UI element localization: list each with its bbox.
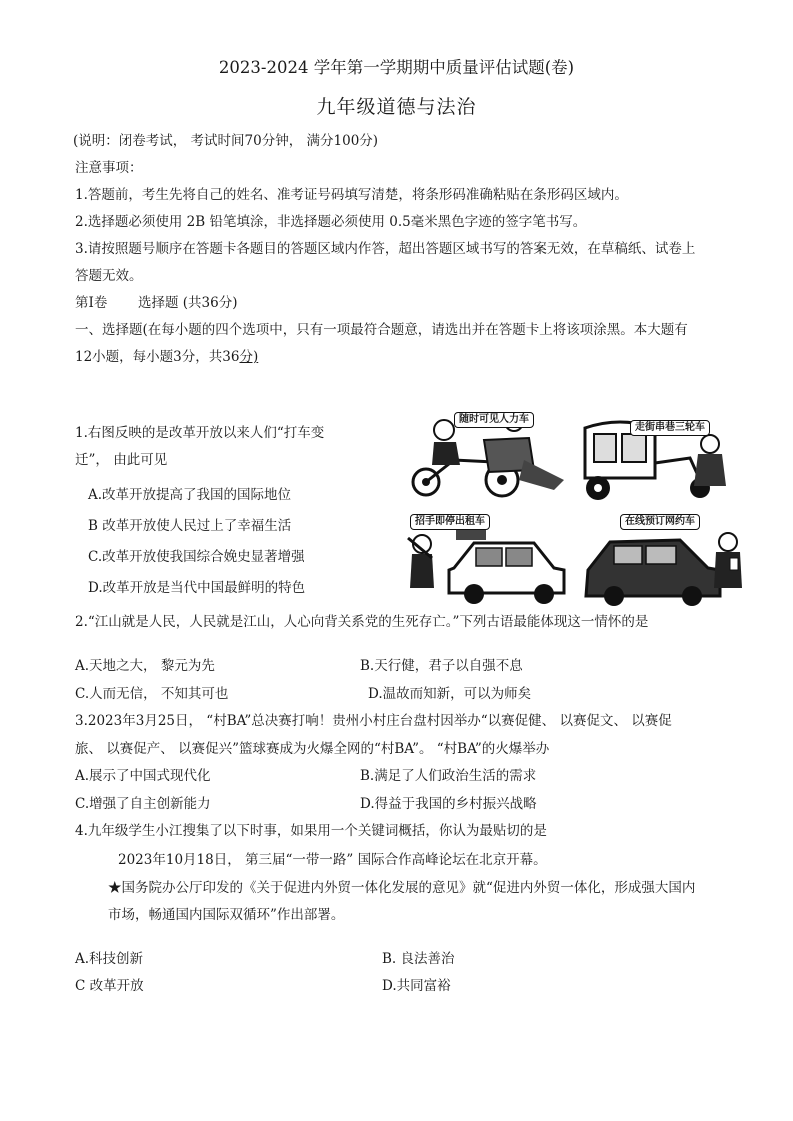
cartoon-panel-ride-hailing xyxy=(580,508,744,606)
cartoon-panel-taxi xyxy=(404,508,568,606)
question-1-option-c: C.改革开放使我国综合娩史显著增强 xyxy=(88,549,305,565)
notice-item: 2.选择题必须使用 2B 铅笔填涂，非选择题必须使用 0.5毫米黑色字迹的签字笔书写。 xyxy=(75,214,587,230)
exam-subject: 九年级道德与法治 xyxy=(316,96,477,118)
question-3-option-c: C.增强了自主创新能力 xyxy=(75,796,211,812)
exam-title: 2023-2024 学年第一学期期中质量评估试题(卷) xyxy=(218,58,575,77)
cartoon-panel-rickshaw xyxy=(404,400,568,498)
cartoon-caption: 走街串巷三轮车 xyxy=(630,420,710,436)
cartoon-caption: 在线预订网约车 xyxy=(620,514,700,530)
question-4-material: 市场，畅通国内国际双循环”作出部署。 xyxy=(108,907,345,923)
question-4-option-c: C 改革开放 xyxy=(75,978,144,994)
question-4-option-a: A.科技创新 xyxy=(75,951,144,967)
question-2-option-d: D.温故而知新，可以为师矣 xyxy=(368,686,532,702)
question-4-option-d: D.共同富裕 xyxy=(382,978,451,994)
question-3-stem: 3.2023年3月25日， “村BA”总决赛打响！贵州小村庄台盘村因举办“以赛促健、 以赛促文、 以赛促 xyxy=(75,713,672,729)
question-1-option-d: D.改革开放是当代中国最鲜明的特色 xyxy=(88,580,306,596)
part-label: 第Ⅰ卷 xyxy=(75,295,108,311)
notice-heading: 注意事项： xyxy=(75,160,143,176)
question-3-option-b: B.满足了人们政治生活的需求 xyxy=(360,768,537,784)
cartoon-panel-tricycle xyxy=(580,408,744,506)
taxi-evolution-cartoon xyxy=(404,400,746,606)
question-4-material: ★国务院办公厅印发的《关于促进内外贸一体化发展的意见》就“促进内外贸一体化，形成强大国内 xyxy=(108,880,696,896)
section-instruction-cont xyxy=(75,348,258,366)
question-3-option-d: D.得益于我国的乡村振兴战略 xyxy=(360,796,537,812)
notice-item: 3.请按照题号顺序在答题卡各题目的答题区域内作答，超出答题区域书写的答案无效，在草稿纸、试卷上 xyxy=(75,241,696,257)
notice-item: 1.答题前，考生先将自己的姓名、准考证号码填写清楚，将条形码准确粘贴在条形码区域内。 xyxy=(75,187,628,203)
question-3-option-a: A.展示了中国式现代化 xyxy=(75,768,211,784)
question-2-stem: 2.“江山就是人民，人民就是江山，人心向背关系党的生死存亡。”下列古语最能体现这一情怀的是 xyxy=(75,614,649,630)
question-1-stem: 迁”， 由此可见 xyxy=(75,452,168,468)
part-title: 选择题 (共36分) xyxy=(138,295,238,311)
question-2-option-c: C.人而无信， 不知其可也 xyxy=(75,686,229,702)
section-instruction: 一、选择题(在每小题的四个选项中，只有一项最符合题意，请选出并在答题卡上将该项涂黑。本大题有 xyxy=(75,322,688,338)
section-instruction-underlined: 分) xyxy=(239,349,259,365)
question-1-option-b: B 改革开放使人民过上了幸福生活 xyxy=(88,518,292,534)
question-4-option-b: B. 良法善治 xyxy=(382,951,455,967)
section-instruction-text: 12小题，每小题3分，共36 xyxy=(75,349,240,365)
cartoon-caption: 随时可见人力车 xyxy=(454,412,534,428)
question-4-stem: 4.九年级学生小江搜集了以下时事，如果用一个关键词概括，你认为最贴切的是 xyxy=(75,823,547,839)
notice-item: 答题无效。 xyxy=(75,268,143,284)
question-4-material: 2023年10月18日， 第三届“一带一路” 国际合作高峰论坛在北京开幕。 xyxy=(118,852,547,868)
cartoon-caption: 招手即停出租车 xyxy=(410,514,490,530)
question-1-stem: 1.右图反映的是改革开放以来人们“打车变 xyxy=(75,425,325,441)
question-2-option-a: A.天地之大， 黎元为先 xyxy=(75,658,215,674)
exam-note: (说明：闭卷考试， 考试时间70分钟， 满分100分) xyxy=(73,133,379,149)
question-2-option-b: B.天行健，君子以自强不息 xyxy=(360,658,523,674)
question-3-stem: 旅、 以赛促产、 以赛促兴”篮球赛成为火爆全网的“村BA”。 “村BA”的火爆举办 xyxy=(75,741,550,757)
question-1-option-a: A.改革开放提高了我国的国际地位 xyxy=(88,487,292,503)
